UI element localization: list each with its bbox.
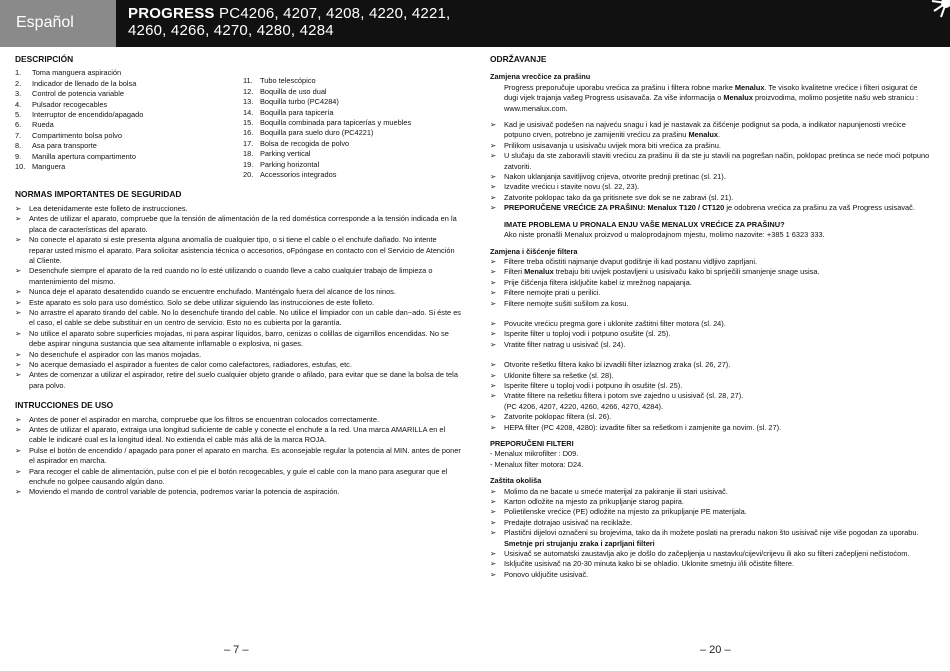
list-item-text: No arrastre el aparato tirando del cable. No lo desenchufe tirando del cable. No utilice el limpiador con un cable dan~ado. Si éste es el caso, el cable se debe substituir en un centro de servicio. Esto no es cubierta por la garantía. bbox=[29, 307, 461, 328]
list-item bbox=[243, 170, 461, 180]
item-number: 19. bbox=[243, 159, 254, 169]
bag-item-1-end: . bbox=[718, 130, 721, 140]
list-item bbox=[490, 412, 930, 422]
list-item-text: Filtere nemojte sušiti sušilom za kosu. bbox=[504, 298, 629, 308]
arrow-bullet-icon: ➢ bbox=[490, 412, 497, 422]
list-item-text: HEPA filter (PC 4208, 4280): izvadite filter sa rešetkom i zamjenite ga novim. (sl. 27). bbox=[504, 422, 782, 432]
list-item bbox=[15, 120, 243, 130]
list-item bbox=[490, 172, 930, 182]
arrow-bullet-icon: ➢ bbox=[490, 288, 497, 298]
sun-decoration-icon bbox=[910, 0, 950, 20]
list-item bbox=[15, 467, 461, 488]
arrow-bullet-icon: ➢ bbox=[490, 256, 497, 266]
list-item bbox=[15, 370, 461, 391]
list-item bbox=[15, 360, 461, 370]
desc-title: DESCRIPCIÓN bbox=[15, 54, 74, 64]
list-item bbox=[15, 79, 243, 89]
list-item bbox=[490, 141, 930, 151]
arrow-bullet-icon: ➢ bbox=[15, 235, 22, 245]
list-item-text: Zatvorite poklopac filtera (sl. 26). bbox=[504, 412, 612, 422]
instructions-list bbox=[15, 415, 461, 498]
bag-list bbox=[490, 120, 930, 141]
list-item bbox=[490, 340, 930, 350]
brand-menalux: Menalux bbox=[734, 82, 765, 92]
item-label: Tubo telescópico bbox=[260, 76, 316, 86]
bag-title: Zamjena vrecčice za prašinu bbox=[490, 72, 591, 82]
list-item-text: No desenchufe el aspirador con las manos mojadas. bbox=[29, 349, 202, 359]
arrow-bullet-icon: ➢ bbox=[490, 203, 497, 213]
item-number: 14. bbox=[243, 107, 254, 117]
arrow-bullet-icon: ➢ bbox=[15, 445, 22, 455]
list-item bbox=[15, 415, 461, 425]
parts-list bbox=[15, 68, 461, 180]
list-item bbox=[490, 299, 930, 309]
arrow-bullet-icon: ➢ bbox=[490, 329, 497, 339]
list-item bbox=[490, 371, 930, 381]
list-item-text: Molimo da ne bacate u smeće materijal za pakiranje ili stari usisivač. bbox=[504, 486, 728, 496]
environment-title: Zaštita okoliša bbox=[490, 476, 542, 486]
list-item bbox=[243, 76, 461, 86]
arrow-bullet-icon: ➢ bbox=[490, 277, 497, 287]
page-header bbox=[0, 0, 950, 47]
item-number: 1. bbox=[15, 68, 22, 78]
arrow-bullet-icon: ➢ bbox=[490, 528, 497, 538]
list-item bbox=[15, 266, 461, 287]
brand-name: PROGRESS bbox=[128, 5, 215, 22]
list-item bbox=[15, 110, 243, 120]
list-item-text: Para recoger el cable de alimentación, pulse con el pie el botón recogecables, y guíe el cable con la mano para asegurar que el enchufe no golpee causando algún dano. bbox=[29, 466, 448, 487]
arrow-bullet-icon: ➢ bbox=[490, 569, 497, 579]
list-item-text: Ponovo uključite usisivač. bbox=[504, 569, 589, 579]
list-item-text: Izvadite vrećicu i stavite novu (sl. 22, 23). bbox=[504, 182, 640, 192]
models-line-1: PC4206, 4207, 4208, 4220, 4221, bbox=[219, 5, 451, 22]
arrow-bullet-icon: ➢ bbox=[15, 466, 22, 476]
item-label: Indicador de llenado de la bolsa bbox=[32, 78, 137, 88]
recommended-list bbox=[490, 203, 930, 213]
parts-list-a bbox=[15, 68, 243, 180]
list-item-text: Zatvorite poklopac tako da ga pritisnete sve dok se ne zabravi (sl. 21). bbox=[504, 192, 734, 202]
list-item-text: Antes de utilizar el aparato, extraiga una longitud suficiente de cable y conecte el enchufe a la red. Una marca AMARILLA en el cable le indicaré cual es la longitud ideal. No extienda el cable más allá de la marca ROJA. bbox=[29, 425, 446, 445]
bag-intro-text-c: proizvodima, molimo posjetite našu web stranicu : www.menalux.com. bbox=[504, 93, 919, 113]
list-item bbox=[490, 381, 930, 391]
list-item-text: Isključite usisivač na 20-30 minuta kako bi se ohladio. Uklonite smetnju i/ili očistite filtere. bbox=[504, 559, 795, 569]
list-item bbox=[490, 528, 930, 538]
item-label: Asa para transporte bbox=[32, 141, 97, 151]
list-item-text: Pulse el botón de encendido / apagado para poner el aparato en marcha. Es aconsejable regular la potencia al MIN. antes de poner el aspirador en marcha. bbox=[29, 445, 461, 466]
item-number: 4. bbox=[15, 99, 22, 109]
filter-list-a bbox=[490, 257, 930, 267]
arrow-bullet-icon: ➢ bbox=[490, 380, 497, 390]
instructions-title: INTRUCCIONES DE USO bbox=[15, 400, 114, 411]
item-number: 18. bbox=[243, 149, 254, 159]
arrow-bullet-icon: ➢ bbox=[490, 298, 497, 308]
arrow-bullet-icon: ➢ bbox=[15, 307, 22, 317]
item-label: Rueda bbox=[32, 120, 54, 130]
safety-title: NORMAS IMPORTANTES DE SEGURIDAD bbox=[15, 189, 182, 200]
filter-item-2-b: trebaju biti uvijek postavljeni u usisivaču kako bi spriječili smanjenje snage usisa. bbox=[553, 267, 820, 277]
item-label: Parking vertical bbox=[260, 149, 311, 159]
arrow-bullet-icon: ➢ bbox=[15, 370, 22, 380]
list-item bbox=[490, 391, 930, 401]
exhaust-filter-list-b bbox=[490, 412, 930, 433]
arrow-bullet-icon: ➢ bbox=[15, 349, 22, 359]
list-item bbox=[490, 329, 930, 339]
list-item bbox=[490, 151, 930, 172]
list-item bbox=[15, 89, 243, 99]
list-item: - Menalux mikrofilter : D09. bbox=[490, 449, 579, 459]
item-number: 10. bbox=[15, 162, 26, 172]
maintenance-title: ODRŽAVANJE bbox=[490, 54, 547, 64]
list-item: - Menalux filter motora: D24. bbox=[490, 459, 584, 469]
item-label: Boquilla para suelo duro (PC4221) bbox=[260, 128, 374, 138]
list-item-text: Vratite filter natrag u usisivač (sl. 24). bbox=[504, 339, 626, 349]
list-item bbox=[490, 507, 930, 517]
list-item-text: Nakon uklanjanja savitljivog crijeva, otvorite prednji pretinac (sl. 21). bbox=[504, 172, 726, 182]
list-item bbox=[15, 141, 243, 151]
list-item-text: Antes de poner el aspirador en marcha, compruebe que los filtros se encuentran colocados correctamente. bbox=[29, 414, 380, 424]
item-label: Accessorios integrados bbox=[260, 170, 337, 180]
list-item bbox=[243, 149, 461, 159]
list-item bbox=[490, 193, 930, 203]
item-label: Boquilla combinada para tapicerías y muebles bbox=[260, 118, 412, 128]
arrow-bullet-icon: ➢ bbox=[490, 120, 497, 130]
brand-menalux: Menalux bbox=[524, 267, 554, 277]
list-item bbox=[243, 139, 461, 149]
recommended-bags-text: je odobrena vrećica za prašinu za vaš Progress usisavač. bbox=[724, 203, 915, 213]
list-item-text: Polietilenske vrećice (PE) odložite na mjesto za prikupljanje PE materijala. bbox=[504, 507, 747, 517]
list-item bbox=[490, 288, 930, 298]
right-page bbox=[490, 54, 930, 580]
item-number: 3. bbox=[15, 89, 22, 99]
page-number-right: – 20 – bbox=[700, 644, 731, 656]
item-number: 9. bbox=[15, 151, 22, 161]
bag-item-1-text: Kad je usisivač podešen na najveću snagu i kad je nastavak za čišćenje podignut sa poda, a indikator napunjenosti vrećice potpuno crven, potrebno je zamijeniti vrećicu za prašinu bbox=[504, 120, 906, 140]
arrow-bullet-icon: ➢ bbox=[490, 318, 497, 328]
arrow-bullet-icon: ➢ bbox=[490, 391, 497, 401]
arrow-bullet-icon: ➢ bbox=[15, 328, 22, 338]
motor-filter-list bbox=[490, 319, 930, 350]
list-item bbox=[490, 423, 930, 433]
list-item bbox=[490, 497, 930, 507]
list-item bbox=[15, 308, 461, 329]
item-number: 6. bbox=[15, 120, 22, 130]
arrow-bullet-icon: ➢ bbox=[15, 359, 22, 369]
item-label: Manguera bbox=[32, 162, 66, 172]
list-item-text: Otvorite rešetku filtera kako bi izvadili filter izlaznog zraka (sl. 26, 27). bbox=[504, 360, 731, 370]
arrow-bullet-icon: ➢ bbox=[15, 266, 22, 276]
list-item-text: Antes de utilizar el aparato, compruebe que la tensión de alimentación de la red doméstica corresponde a la tensión indicada en la placa de características del aparato. bbox=[29, 214, 457, 234]
item-label: Bolsa de recogida de polvo bbox=[260, 138, 350, 148]
list-item-text: No utilice el aparato sobre superficies mojadas, ni para aspirar líquidos, barro, cenizas o colillas de cigarrillos encendidas. No se debe aspirar ninguna sustancia que sea altamente inflamable o explosiva, ni gases. bbox=[29, 328, 449, 349]
list-item bbox=[490, 267, 930, 277]
list-item bbox=[490, 360, 930, 370]
airflow-title: Smetnje pri strujanju zraka i zaprljani filteri bbox=[504, 538, 655, 548]
item-number: 17. bbox=[243, 138, 254, 148]
arrow-bullet-icon: ➢ bbox=[490, 507, 497, 517]
list-item bbox=[490, 319, 930, 329]
bag-intro-text-a: Progress preporučuje uporabu vrećica za prašinu i filtera robne marke bbox=[504, 82, 735, 92]
list-item bbox=[15, 68, 243, 78]
list-item-text: Antes de comenzar a utilizar el aspirador, retire del suelo cualquier objeto grande o afilado, para evitar que se dane la bolsa de tela para polvo. bbox=[29, 370, 458, 390]
arrow-bullet-icon: ➢ bbox=[490, 549, 497, 559]
problem-title: IMATE PROBLEMA U PRONALA ENJU VAŠE MENALUX VREĆICE ZA PRAŠINU? bbox=[504, 219, 785, 229]
item-label: Boquilla para tapicería bbox=[260, 107, 334, 117]
arrow-bullet-icon: ➢ bbox=[15, 414, 22, 424]
arrow-bullet-icon: ➢ bbox=[490, 182, 497, 192]
item-label: Pulsador recogecables bbox=[32, 99, 108, 109]
list-item-text: Vratite filtere na rešetku filtera i potom sve zajedno u usisivač (sl. 28, 27). bbox=[504, 391, 744, 401]
bag-steps-list bbox=[490, 141, 930, 203]
list-item bbox=[490, 549, 930, 559]
list-item-text: U slučaju da ste zaboravili staviti vrećicu za prašinu ili da ste ju stavili na pogrešan način, poklopac pretinca se neće moći potpuno zatvoriti. bbox=[504, 151, 930, 171]
filter-list-brand bbox=[490, 267, 930, 277]
language-tab bbox=[0, 0, 116, 47]
arrow-bullet-icon: ➢ bbox=[490, 559, 497, 569]
list-item-text: Prilikom usisavanja u usisivaču uvijek mora biti vrećica za prašinu. bbox=[504, 140, 721, 150]
list-item bbox=[15, 425, 461, 446]
list-item bbox=[15, 350, 461, 360]
arrow-bullet-icon: ➢ bbox=[490, 267, 497, 277]
list-item bbox=[15, 214, 461, 235]
item-number: 8. bbox=[15, 141, 22, 151]
list-item-text: No conecte el aparato si este presenta alguna anomalía de cualquier tipo, o si tiene el cable o el enchufe dañado. No intente reparar usted mismo el aparato. Para solicitar asistencia técnica o accesorios, oFpóngase en contacto con el Servicio de Atención al Cliente. bbox=[29, 235, 455, 265]
list-item bbox=[490, 559, 930, 569]
list-item bbox=[490, 570, 930, 580]
item-number: 7. bbox=[15, 130, 22, 140]
list-item bbox=[15, 298, 461, 308]
list-item-text: Uklonite filtere sa rešetke (sl. 28). bbox=[504, 370, 614, 380]
list-item bbox=[490, 203, 930, 213]
models-line-2: 4260, 4266, 4270, 4280, 4284 bbox=[128, 22, 334, 39]
arrow-bullet-icon: ➢ bbox=[490, 140, 497, 150]
environment-list bbox=[490, 487, 930, 539]
exhaust-filter-list bbox=[490, 360, 930, 402]
arrow-bullet-icon: ➢ bbox=[490, 151, 497, 161]
arrow-bullet-icon: ➢ bbox=[15, 203, 22, 213]
item-label: Control de potencia variable bbox=[32, 89, 125, 99]
arrow-bullet-icon: ➢ bbox=[490, 422, 497, 432]
list-item-text: Povucite vrećicu pregma gore i uklonite zaštitni filter motora (sl. 24). bbox=[504, 318, 726, 328]
list-item-text: Moviendo el mando de control variable de potencia, podremos variar la potencia de aspiración. bbox=[29, 487, 340, 497]
arrow-bullet-icon: ➢ bbox=[490, 486, 497, 496]
list-item-text: Filtere nemojte prati u perilici. bbox=[504, 288, 601, 298]
list-item bbox=[15, 235, 461, 266]
list-item bbox=[490, 120, 930, 141]
list-item bbox=[15, 487, 461, 497]
brand-menalux: Menalux bbox=[688, 130, 719, 140]
item-label: Parking horizontal bbox=[260, 159, 320, 169]
arrow-bullet-icon: ➢ bbox=[15, 214, 22, 224]
list-item-text: Prije čišćenja filtera isključite kabel iz mrežnog napajanja. bbox=[504, 277, 692, 287]
list-item bbox=[490, 182, 930, 192]
filter-title: Zamjena i čišćenje filtera bbox=[490, 246, 578, 256]
list-item-text: Predajte dotrajao usisivač na reciklaže. bbox=[504, 517, 633, 527]
left-page bbox=[15, 54, 461, 498]
item-number: 12. bbox=[243, 86, 254, 96]
list-item bbox=[243, 160, 461, 170]
list-item bbox=[15, 100, 243, 110]
product-title bbox=[128, 5, 450, 39]
list-item-text: Desenchufe siempre el aparato de la red cuando no lo esté utilizando o cuando lleve a cabo cualquier trabajo de limpieza o mantenimiento del mismo. bbox=[29, 266, 433, 286]
list-item-text: Plastični dijelovi označeni su brojevima, tako da ih možete poslati na preradu nakon što usisivač nije više pogodan za uporabu. bbox=[504, 528, 919, 538]
brand-menalux: Menalux bbox=[723, 93, 753, 103]
safety-list bbox=[15, 204, 461, 391]
list-item-text: Karton odložite na mjesto za prikupljanje starog papira. bbox=[504, 497, 684, 507]
list-item bbox=[15, 162, 243, 172]
list-item bbox=[15, 152, 243, 162]
exhaust-models: (PC 4206, 4207, 4220, 4260, 4266, 4270, 4284). bbox=[504, 401, 664, 411]
arrow-bullet-icon: ➢ bbox=[15, 425, 22, 434]
item-number: 20. bbox=[243, 170, 254, 180]
list-item bbox=[490, 518, 930, 528]
list-item bbox=[15, 329, 461, 350]
arrow-bullet-icon: ➢ bbox=[15, 287, 22, 297]
problem-text: Ako niste pronašli Menalux proizvod u maloprodajnom mjestu, molimo nazovite: +385 1 6323 333. bbox=[504, 230, 825, 240]
parts-list-b bbox=[243, 76, 461, 180]
recommended-bags-bold: PREPORUČENE VREĆICE ZA PRAŠINU: Menalux T120 / CT120 bbox=[504, 203, 725, 213]
item-number: 16. bbox=[243, 128, 254, 138]
list-item bbox=[15, 204, 461, 214]
item-number: 5. bbox=[15, 110, 22, 120]
list-item bbox=[490, 487, 930, 497]
arrow-bullet-icon: ➢ bbox=[490, 192, 497, 202]
arrow-bullet-icon: ➢ bbox=[490, 497, 497, 507]
list-item-text: Este aparato es solo para uso doméstico. Solo se debe utilizar siguiendo las instrucciones de este folleto. bbox=[29, 297, 375, 307]
item-number: 11. bbox=[243, 76, 253, 86]
item-label: Manilla apertura compartimento bbox=[32, 151, 136, 161]
item-label: Interruptor de encendido/apagado bbox=[32, 110, 144, 120]
list-item-text: Lea detenidamente este folleto de instrucciones. bbox=[29, 203, 188, 213]
list-item-text: Usisivač se automatski zaustavlja ako je došlo do začepljenja u nastavku/cijevi/crijevu ili ako su filteri začepljeni nečistoćom. bbox=[504, 549, 910, 559]
list-item-text: Isperite filtere u toploj vodi i potpuno ih osušite (sl. 25). bbox=[504, 380, 683, 390]
arrow-bullet-icon: ➢ bbox=[490, 339, 497, 349]
recommended-filters-title: PREPORUČENI FILTERI bbox=[490, 439, 574, 448]
item-label: Compartimento bolsa polvo bbox=[32, 130, 122, 140]
item-label: Toma manguera aspiración bbox=[32, 68, 122, 78]
list-item bbox=[243, 118, 461, 128]
list-item bbox=[490, 257, 930, 267]
list-item bbox=[243, 128, 461, 138]
list-item-text: Nunca deje el aparato desatendido cuando se encuentre enchufado. Manténgalo fuera del alcance de los ninos. bbox=[29, 287, 396, 297]
list-item-text: No acerque demasiado el aspirador a fuentes de calor como calefactores, radiadores, estufas, etc. bbox=[29, 359, 352, 369]
arrow-bullet-icon: ➢ bbox=[15, 297, 22, 307]
item-number: 13. bbox=[243, 97, 254, 107]
list-item bbox=[243, 87, 461, 97]
list-item bbox=[15, 287, 461, 297]
arrow-bullet-icon: ➢ bbox=[490, 370, 497, 380]
list-item-text: Filtere treba očistiti najmanje dvaput godišnje ili kad postanu vidljivo zaprljani. bbox=[504, 256, 758, 266]
filter-list-b bbox=[490, 278, 930, 309]
list-item bbox=[243, 108, 461, 118]
filter-item-2-a: Filteri bbox=[504, 267, 525, 277]
recommended-filters-list bbox=[490, 449, 930, 470]
list-item bbox=[243, 97, 461, 107]
bag-intro-text-b: . Te visoko kvalitetne vrećice i filteri osigurat će dugi vijek trajanja vašeg Progress usisavača. Za više informacija o bbox=[504, 82, 918, 103]
arrow-bullet-icon: ➢ bbox=[490, 517, 497, 527]
page-number-left: – 7 – bbox=[224, 644, 249, 656]
arrow-bullet-icon: ➢ bbox=[490, 360, 497, 370]
item-label: Boquilla turbo (PC4284) bbox=[260, 97, 339, 107]
item-number: 2. bbox=[15, 78, 22, 88]
language-label: Español bbox=[16, 14, 74, 31]
list-item bbox=[490, 278, 930, 288]
arrow-bullet-icon: ➢ bbox=[15, 487, 22, 497]
bag-intro bbox=[490, 83, 930, 114]
list-item bbox=[15, 131, 243, 141]
item-label: Boquilla de uso dual bbox=[260, 86, 327, 96]
item-number: 15. bbox=[243, 118, 254, 128]
airflow-list bbox=[490, 549, 930, 580]
list-item-text: Isperite filter u toploj vodi i potpuno osušite (sl. 25). bbox=[504, 329, 671, 339]
list-item bbox=[15, 446, 461, 467]
arrow-bullet-icon: ➢ bbox=[490, 172, 497, 182]
